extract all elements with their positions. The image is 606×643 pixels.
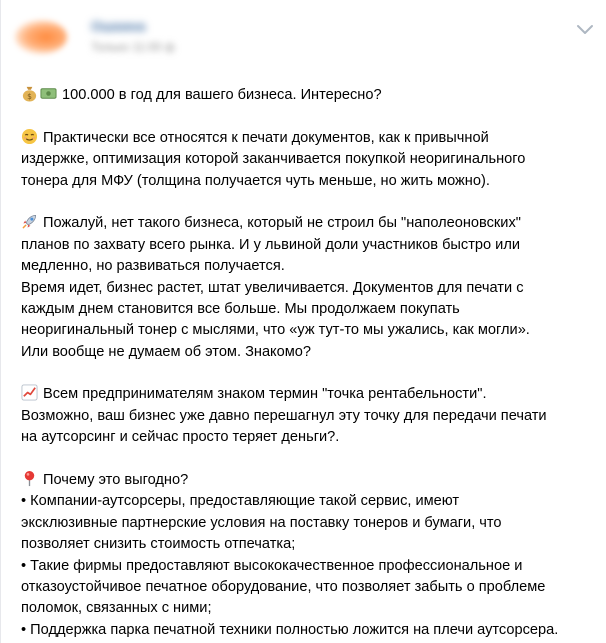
post-line-text: Практически все относятся к печати документов, как к привычной: [43, 129, 489, 146]
post-line: [21, 470, 597, 491]
banknote-icon: [40, 85, 57, 102]
post-line-text: Почему это выгодно?: [43, 472, 189, 489]
chart-increasing-icon: [21, 384, 38, 401]
post-line: • Такие фирмы предоставляют высококачественное профессиональное и: [21, 557, 523, 574]
round-pushpin-icon: [21, 470, 38, 487]
post-line: • Компании-аутсорсеры, предоставляющие такой сервис, имеют: [21, 493, 460, 510]
post-line: медленно, но развиваться получается.: [21, 258, 285, 275]
post-line: [21, 128, 597, 149]
post-line: тонера для МФУ (толщина получается чуть меньше, но жить можно).: [21, 172, 490, 189]
post-text: [21, 85, 597, 641]
chevron-down-icon[interactable]: [575, 22, 595, 38]
rocket-icon: [21, 213, 38, 230]
post-line: отказоустойчивое печатное оборудование, что позволяет забыть о проблеме: [21, 578, 546, 595]
post-line: каждым днем становится все больше. Мы продолжаем покупать: [21, 300, 460, 317]
author-name[interactable]: Ошкина: [91, 18, 146, 34]
post-line: на аутсорсинг и сейчас просто теряет деньги?.: [21, 429, 340, 446]
svg-text:$: $: [27, 92, 32, 102]
post-line: неоригинальный тонер с мыслями, что «уж тут-то мы ужались, как могли».: [21, 322, 530, 339]
post-header: [1, 0, 606, 70]
post-line: [21, 213, 597, 234]
post-line: Или вообще не думаем об этом. Знакомо?: [21, 343, 311, 360]
post-line-text: 100.000 в год для вашего бизнеса. Интересно?: [62, 87, 382, 103]
post-line: эксклюзивные партнерские условия на поставку тонеров и бумаги, что: [21, 514, 502, 531]
post-line: позволяет снизить стоимость отпечатка;: [21, 536, 296, 553]
money-bag-icon: [21, 85, 38, 102]
post-line-text: Всем предпринимателям знаком термин "точка рентабельности".: [43, 386, 487, 403]
post-line: [21, 85, 597, 106]
post-line: [21, 384, 597, 405]
relieved-face-icon: [21, 128, 38, 145]
post-line: планов по захвату всего рынка. И у львиной доли участников быстро или: [21, 236, 521, 253]
post-line: Время идет, бизнес растет, штат увеличивается. Документов для печати с: [21, 279, 524, 296]
author-avatar[interactable]: [15, 20, 67, 54]
post-line: издержке, оптимизация которой заканчивается покупкой неоригинального: [21, 151, 526, 168]
post-line: Возможно, ваш бизнес уже давно перешагнул эту точку для передачи печати: [21, 407, 547, 424]
post-line-text: Пожалуй, нет такого бизнеса, который не строил бы "наполеоновских": [43, 215, 521, 232]
post-line: поломок, связанных с ними;: [21, 600, 212, 617]
post-date[interactable]: Только 11:00 ф: [91, 40, 175, 54]
post-line: • Поддержка парка печатной техники полностью ложится на плечи аутсорсера.: [21, 621, 559, 638]
